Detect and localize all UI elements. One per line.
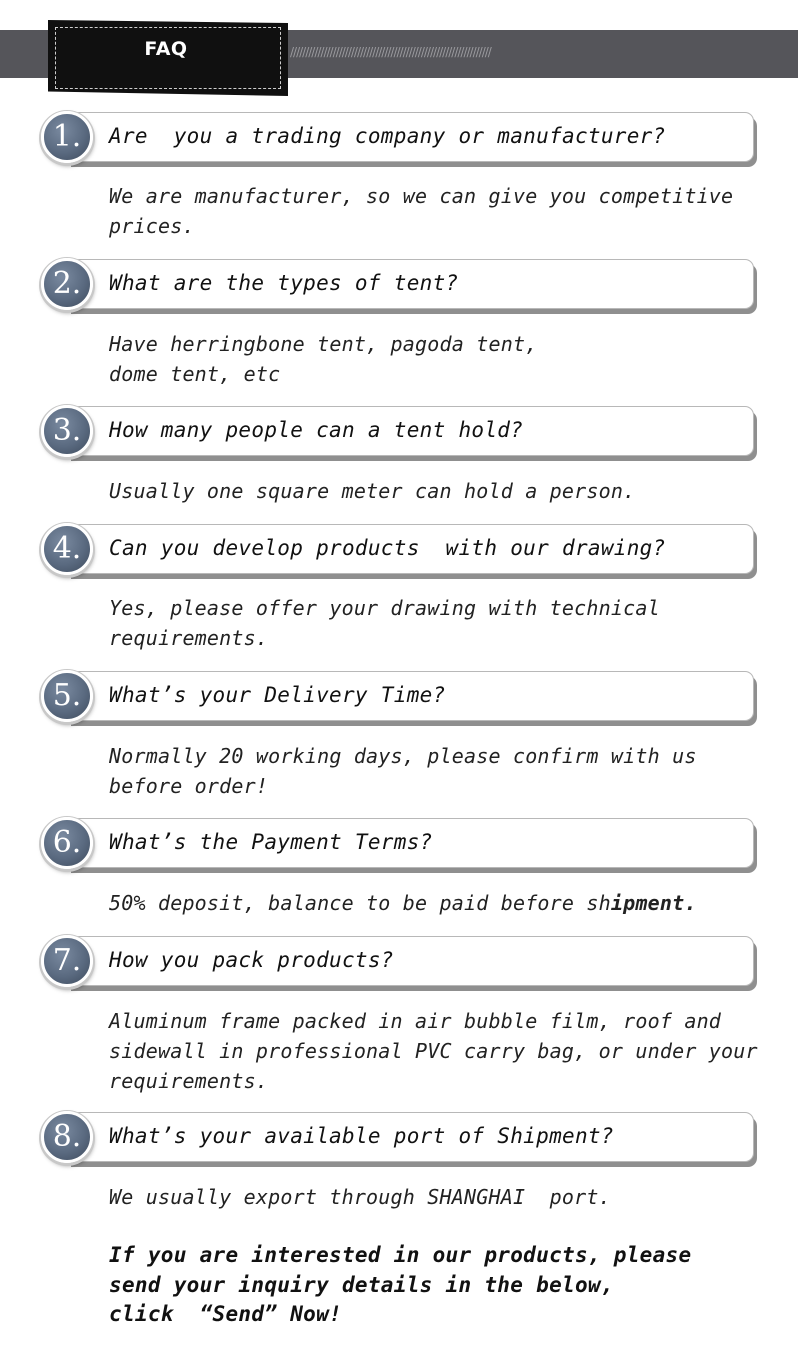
answer-5: Normally 20 working days, please confirm with us before order! xyxy=(109,744,697,798)
answer-4: Yes, please offer your drawing with technical requirements. xyxy=(109,596,660,650)
question-number-badge-5: 5. xyxy=(41,670,93,722)
question-8: What’s your available port of Shipment? xyxy=(109,1124,614,1148)
question-5: What’s your Delivery Time? xyxy=(109,683,446,707)
question-6: What’s the Payment Terms? xyxy=(109,830,433,854)
closing-message: If you are interested in our products, please send your inquiry details in the below, click “Send” Now! xyxy=(109,1243,692,1326)
question-number-badge-2: 2. xyxy=(41,258,93,310)
question-2: What are the types of tent? xyxy=(109,271,459,295)
answer-3: Usually one square meter can hold a person. xyxy=(109,479,636,503)
page-title: FAQ xyxy=(144,38,188,60)
question-1: Are you a trading company or manufacturer? xyxy=(109,124,666,148)
header-hatch-decoration: ////////////////////////////////////////////////////////////////// xyxy=(290,45,491,59)
question-number-badge-6: 6. xyxy=(41,817,93,869)
question-number-badge-7: 7. xyxy=(41,935,93,987)
answer-8: We usually export through SHANGHAI port. xyxy=(109,1185,611,1209)
question-3: How many people can a tent hold? xyxy=(109,418,524,442)
question-number-badge-3: 3. xyxy=(41,405,93,457)
question-number-badge-4: 4. xyxy=(41,523,93,575)
answer-7: Aluminum frame packed in air bubble film, roof and sidewall in professional PVC carry bag, or under your requirements. xyxy=(109,1009,758,1093)
answer-6: 50% deposit, balance to be paid before shipment. xyxy=(109,891,697,915)
answer-2: Have herringbone tent, pagoda tent, dome tent, etc xyxy=(109,332,538,386)
question-number-badge-1: 1. xyxy=(41,111,93,163)
question-7: How you pack products? xyxy=(109,948,394,972)
question-4: Can you develop products with our drawing? xyxy=(109,536,666,560)
question-number-badge-8: 8. xyxy=(41,1111,93,1163)
answer-1: We are manufacturer, so we can give you competitive prices. xyxy=(109,184,734,238)
